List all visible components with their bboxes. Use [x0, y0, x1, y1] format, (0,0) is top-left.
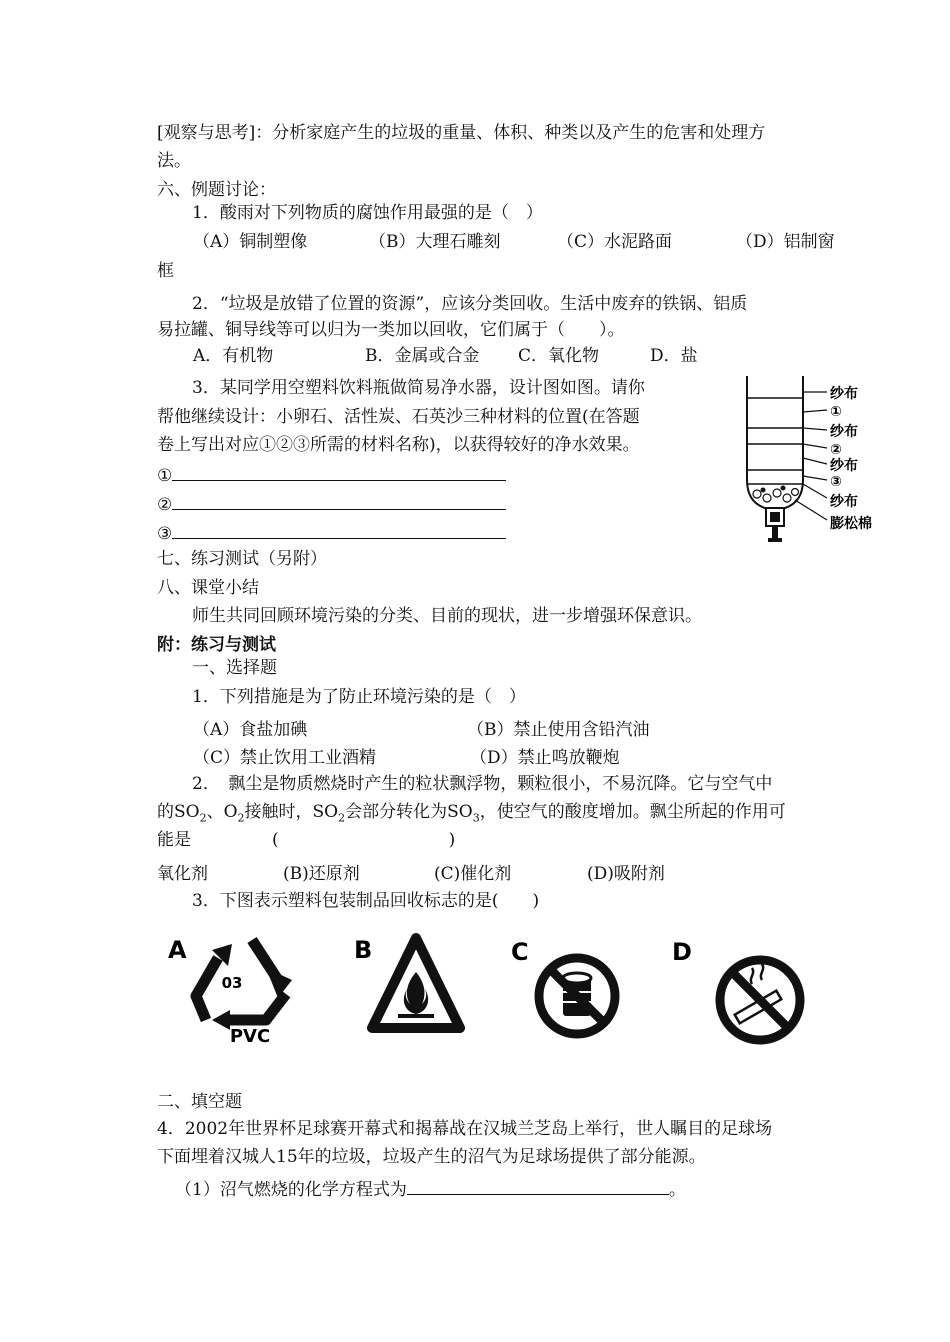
section-6-title: 六、例题讨论：	[157, 180, 276, 200]
option-b-label: B	[354, 936, 373, 964]
appendix-q2-answer-paren: ( )	[272, 830, 456, 850]
observe-line-1: [观察与思考]：分析家庭产生的垃圾的重量、体积、种类以及产生的危害和处理方	[157, 123, 766, 143]
section-8-body: 师生共同回顾环境污染的分类、目前的现状，进一步增强环保意识。	[192, 606, 702, 626]
appendix-part-1-title: 一、选择题	[192, 658, 277, 678]
cap-plug	[770, 512, 780, 522]
recycle-name: PVC	[229, 1026, 271, 1047]
example-q1-option-d: （D）铝制窗	[736, 232, 835, 252]
appendix-q4-line-3	[175, 1176, 686, 1202]
example-q2-option-c: C．氧化物	[518, 346, 600, 366]
example-q1-option-a: （A）铜制塑像	[193, 232, 308, 252]
recycle-symbol-figure	[160, 928, 320, 1053]
answer-blank-2[interactable]	[172, 491, 506, 510]
appendix-q4-line-2: 下面埋着汉城人15年的垃圾，垃圾产生的沼气为足球场提供了部分能源。	[157, 1147, 706, 1167]
figure-label: 纱布	[830, 386, 858, 402]
appendix-q2-line-1: 2． 飘尘是物质燃烧时产生的粒状飘浮物，颗粒很小，不易沉降。它与空气中	[192, 774, 773, 794]
appendix-q3-stem: 3．下图表示塑料包装制品回收标志的是( )	[192, 891, 540, 911]
example-q1-option-b: （B）大理石雕刻	[369, 232, 501, 252]
figure-label: ③	[830, 474, 842, 490]
example-q2-option-a: A．有机物	[193, 346, 274, 366]
example-q2-option-d: D．盐	[650, 346, 698, 366]
option-c-label: C	[511, 938, 529, 966]
appendix-q2-line-2: 的$SO_2$、$O_2$接触时，$SO_2$会部分转化为$SO_3$，使空气的酸度增加。飘尘所起的作用可	[157, 802, 786, 825]
outlet-tip	[768, 538, 782, 542]
figure-label: 纱布	[830, 494, 858, 510]
observe-line-2: 法。	[157, 151, 191, 171]
flammable-warning-figure	[348, 928, 478, 1043]
appendix-q2-option-c: (C)催化剂	[434, 864, 512, 884]
no-smoking-figure	[668, 930, 818, 1050]
example-q1-option-d-cont: 框	[157, 261, 174, 281]
cotton-layer	[753, 486, 799, 503]
figure-label: 纱布	[830, 424, 858, 440]
appendix-q4-period: 。	[668, 1180, 686, 1200]
section-8-title: 八、课堂小结	[157, 578, 259, 598]
answer-blank-row-1	[157, 462, 506, 488]
answer-blank-1-label: ①	[157, 466, 173, 486]
answer-blank-3[interactable]	[172, 520, 506, 539]
figure-label: 纱布	[830, 458, 858, 474]
appendix-q1-option-d: （D）禁止鸣放鞭炮	[470, 748, 620, 768]
appendix-q4-prompt: （1）沼气燃烧的化学方程式为	[175, 1180, 407, 1200]
flame-icon	[398, 972, 434, 1018]
water-filter-diagram	[735, 372, 895, 552]
section-7-title: 七、练习测试（另附）	[157, 549, 327, 569]
example-q3-line-3: 卷上写出对应①②③所需的材料名称)，以获得较好的净水效果。	[157, 435, 640, 455]
appendix-q2-option-d: (D)吸附剂	[587, 864, 665, 884]
no-bucket-figure	[505, 930, 635, 1048]
answer-blank-row-3	[157, 520, 506, 546]
example-q2-line-1: 2．“垃圾是放错了位置的资源”，应该分类回收。生活中废弃的铁锅、铝质	[192, 294, 748, 314]
appendix-q1-option-b: （B）禁止使用含铅汽油	[467, 720, 650, 740]
example-q1-stem: 1．酸雨对下列物质的腐蚀作用最强的是（ ）	[192, 203, 543, 223]
figure-label: 膨松棉	[830, 516, 872, 532]
option-d-label: D	[672, 938, 692, 966]
appendix-q2-option-a: 氧化剂	[157, 864, 208, 884]
answer-blank-row-2	[157, 491, 506, 517]
appendix-q1-option-a: （A）食盐加碘	[193, 720, 308, 740]
appendix-q2-line-3: 能是	[157, 830, 191, 850]
example-q3-line-1: 3．某同学用空塑料饮料瓶做简易净水器，设计图如图。请你	[192, 378, 645, 398]
figure-label: ①	[830, 404, 842, 420]
equation-blank[interactable]	[407, 1176, 669, 1195]
example-q2-line-2: 易拉罐、铜导线等可以归为一类加以回收，它们属于（ ）。	[157, 320, 625, 340]
answer-blank-2-label: ②	[157, 495, 173, 515]
appendix-q1-stem: 1．下列措施是为了防止环境污染的是（ ）	[192, 687, 526, 707]
recycle-code: 03	[221, 974, 243, 992]
example-q3-line-2: 帮他继续设计：小卵石、活性炭、石英沙三种材料的位置(在答题	[157, 407, 640, 427]
appendix-part-2-title: 二、填空题	[157, 1092, 242, 1112]
example-q2-option-b: B．金属或合金	[365, 346, 480, 366]
appendix-q2-option-b: (B)还原剂	[283, 864, 360, 884]
appendix-q1-option-c: （C）禁止饮用工业酒精	[193, 748, 377, 768]
example-q1-option-c: （C）水泥路面	[557, 232, 673, 252]
appendix-q4-line-1: 4．2002年世界杯足球赛开幕式和揭幕战在汉城兰芝岛上举行，世人瞩目的足球场	[157, 1119, 773, 1139]
answer-blank-3-label: ③	[157, 524, 173, 544]
appendix-title: 附：练习与测试	[157, 635, 276, 655]
answer-blank-1[interactable]	[172, 462, 506, 481]
figure-label: ②	[830, 442, 842, 458]
option-a-label: A	[168, 936, 187, 964]
